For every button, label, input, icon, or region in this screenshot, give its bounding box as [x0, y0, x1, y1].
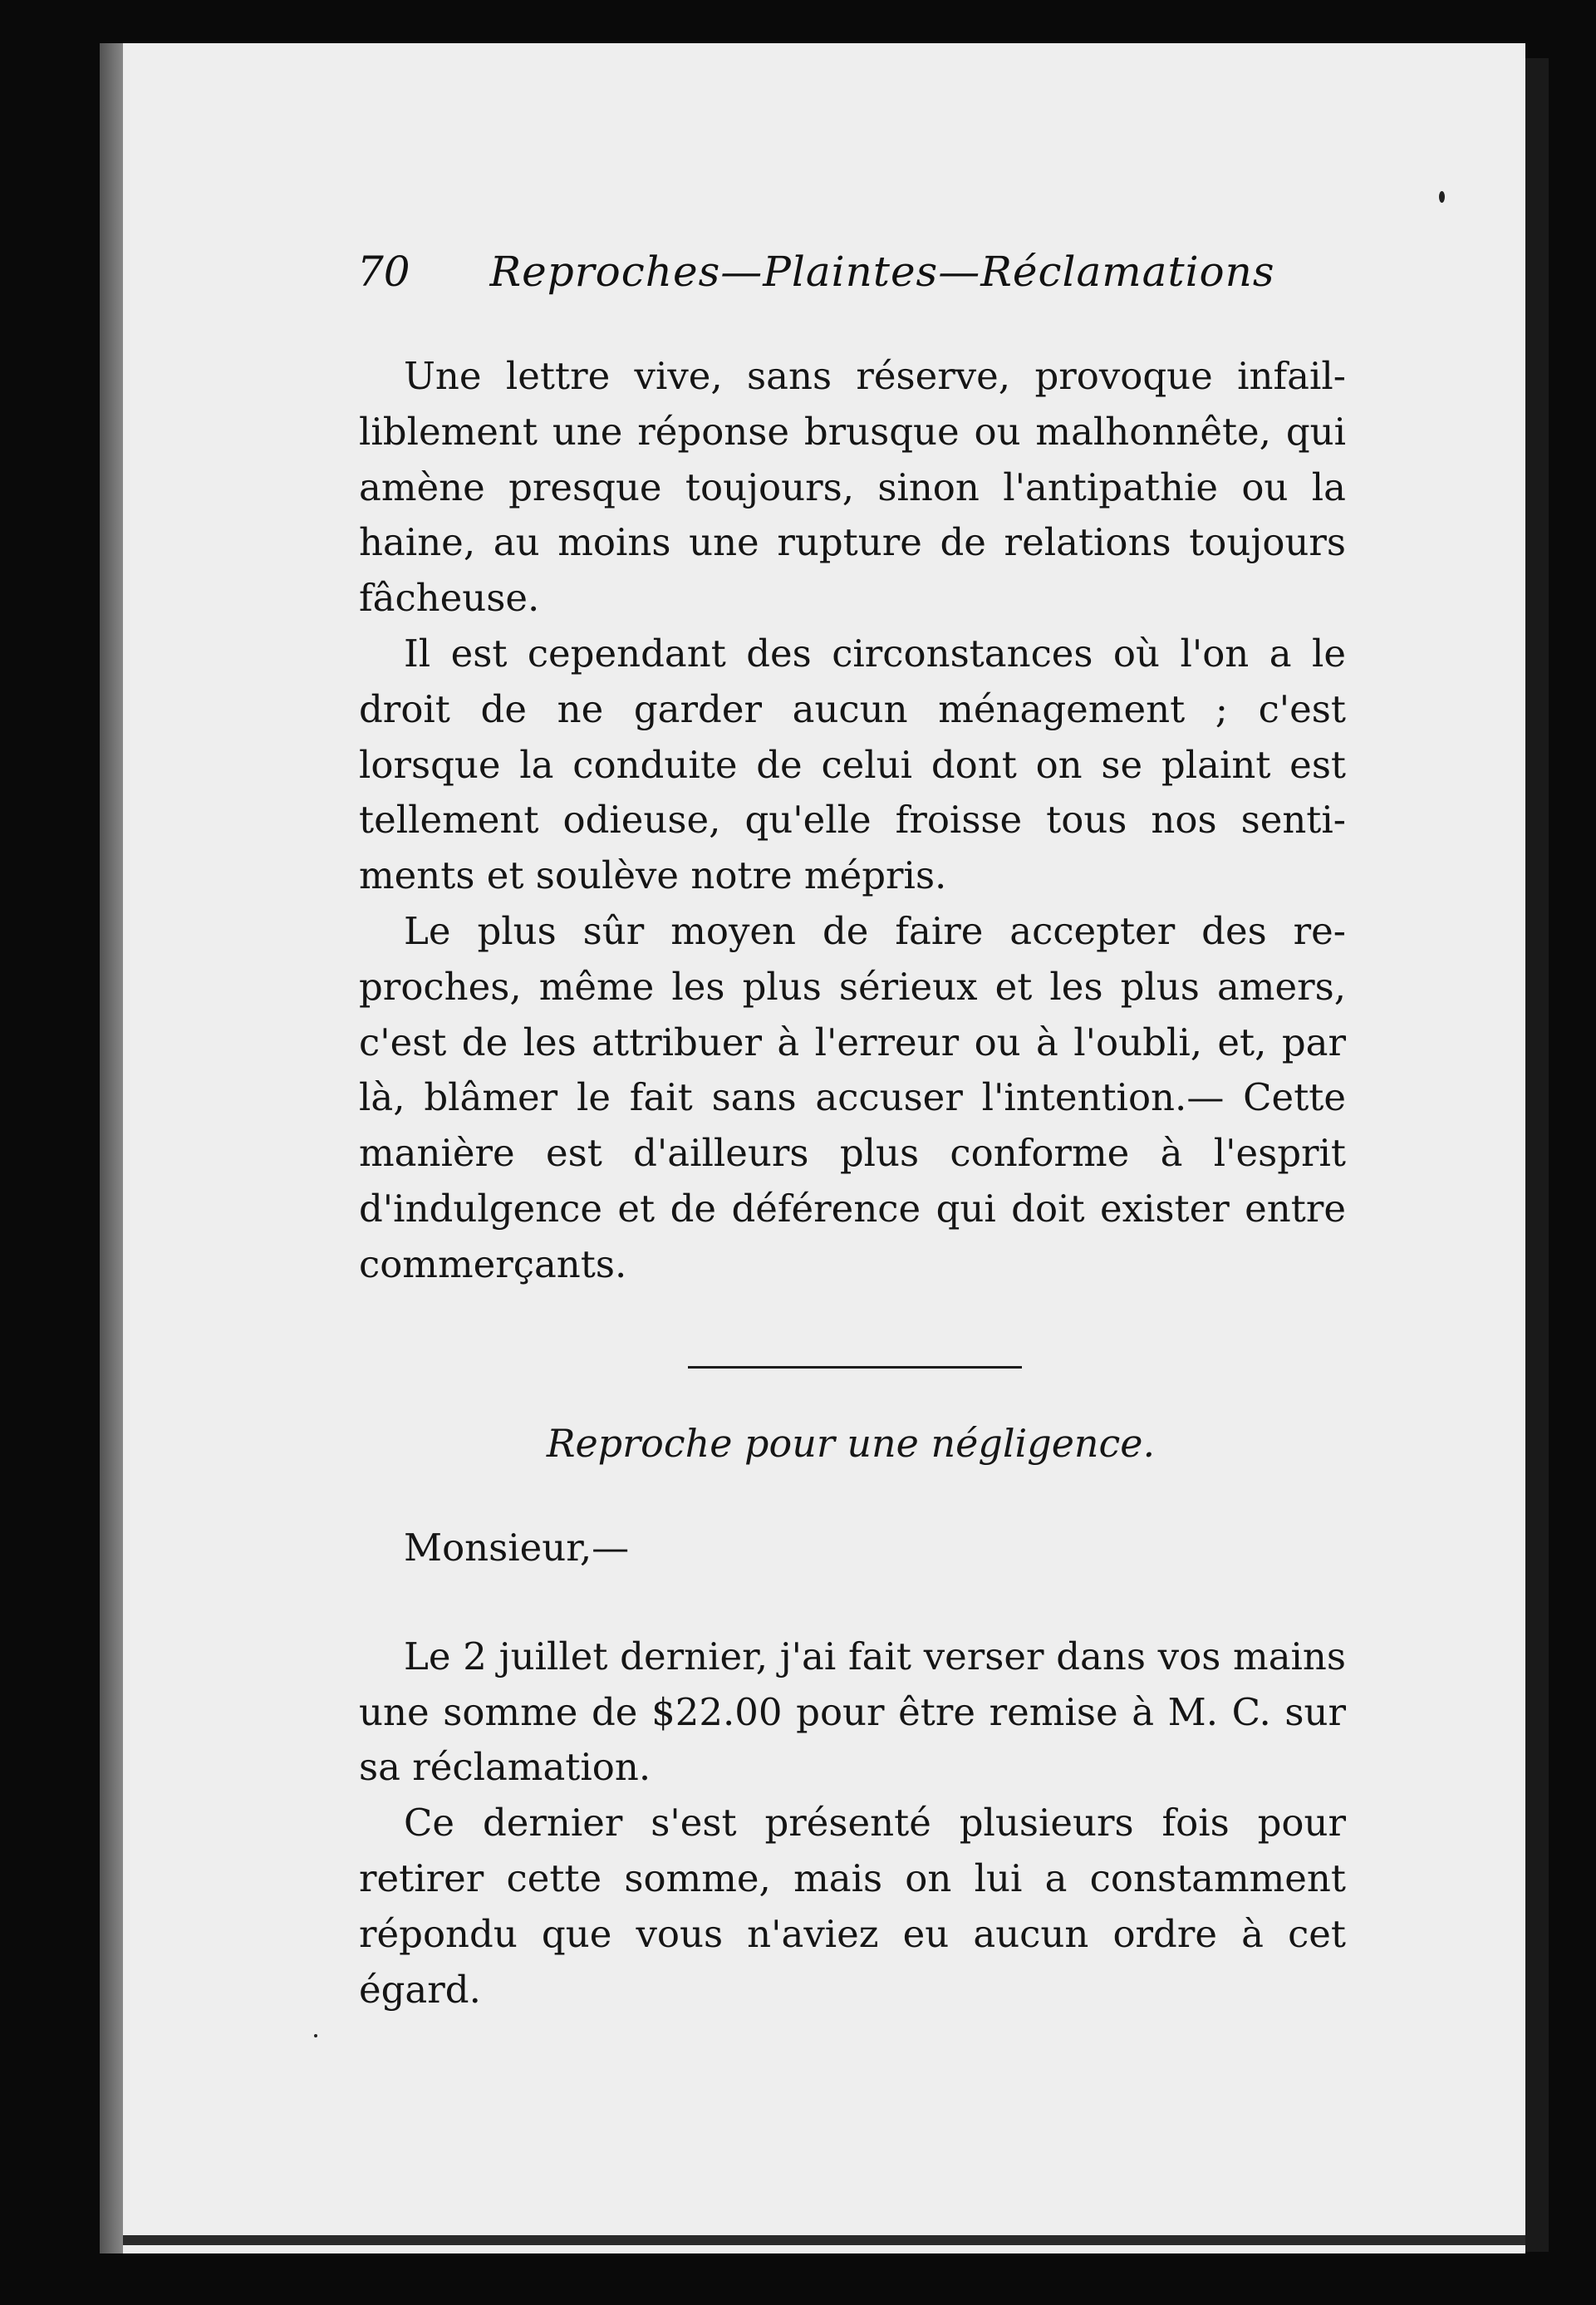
dust-speck	[314, 2034, 317, 2037]
running-head	[357, 248, 1354, 296]
section-divider	[688, 1366, 1022, 1369]
page-bottom-edge	[123, 2235, 1525, 2245]
letter-salutation: Monsieur,—	[404, 1526, 630, 1570]
page-number: 70	[357, 248, 410, 296]
section-heading: Reproche pour une négligence.	[546, 1421, 1156, 1466]
page-edge-shadow	[1525, 58, 1549, 2252]
letter-text	[359, 1521, 1346, 2017]
dust-speck	[1439, 191, 1445, 203]
body-text	[359, 349, 1346, 1293]
letter-paragraph: Ce dernier s'est présenté plusieurs fois pour retirer cette somme, mais on lui a constamment répondu que vous n'aviez eu aucun ordre à cet égard.	[359, 1801, 1346, 2012]
paragraph: Une lettre vive, sans réserve, provoque infailliblement une réponse brusque ou malhonnête, qui amène presque toujours, sinon l'antipathie ou la haine, au moins une rupture de relations toujours fâcheuse.	[359, 354, 1346, 621]
paragraph: Le plus sûr moyen de faire accepter des reproches, même les plus sérieux et les plus amers, c'est de les attribuer à l'erreur ou à l'oubli, et, par là, blâmer le fait sans accuser l'intention.— Cette manière est d'ailleurs plus conforme à l'esprit d'indulgence et de déférence qui doit exister entre commerçants.	[359, 908, 1346, 1286]
letter-paragraph: Le 2 juillet dernier, j'ai fait verser dans vos mains une somme de $22.00 pour être remise à M. C. sur sa réclamation.	[359, 1634, 1346, 1790]
running-title: Reproches—Plaintes—Réclamations	[489, 248, 1275, 296]
paragraph: Il est cependant des circonstances où l'on a le droit de ne garder aucun ménagement ; c'est lorsque la conduite de celui dont on se plaint est tellement odieuse, qu'elle froisse tous nos sentiments et soulève notre mépris.	[359, 631, 1346, 898]
